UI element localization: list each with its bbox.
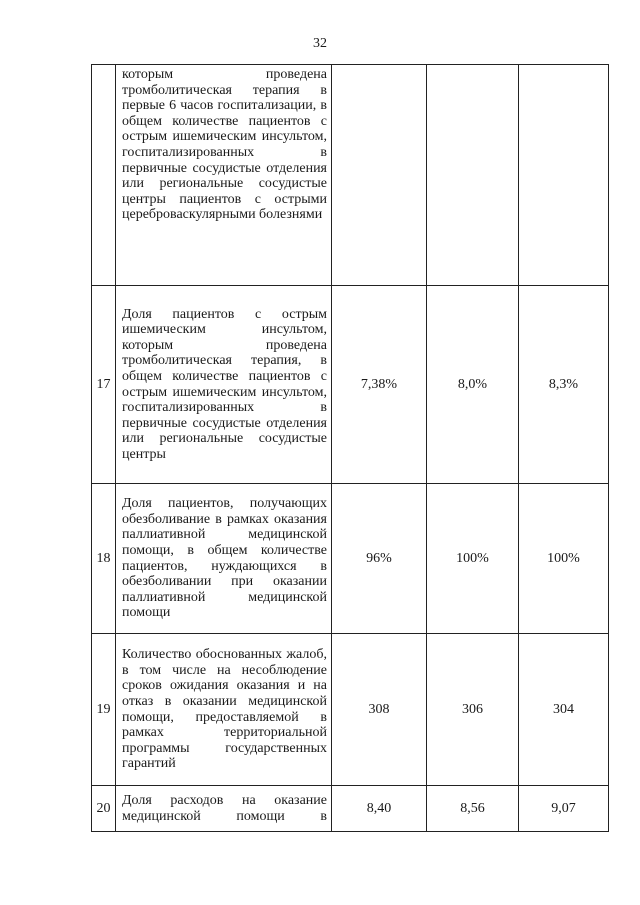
table-row [92, 634, 609, 786]
table-row [92, 65, 609, 286]
value-col-1 [332, 65, 427, 286]
indicator-name: Доля расходов на оказание медицинской помощи в [116, 786, 332, 832]
value-col-1: 308 [332, 634, 427, 786]
indicator-name: Доля пациентов, получающих обезболивание в рамках оказания паллиативной медицинской помощи, в общем количестве пациентов, нуждающихся в обезболивании при оказании паллиативной медицинской помощи [116, 484, 332, 634]
value-col-3: 9,07 [519, 786, 609, 832]
value-col-2: 8,56 [427, 786, 519, 832]
value-col-1: 8,40 [332, 786, 427, 832]
table-row [92, 286, 609, 484]
row-number: 20 [92, 786, 116, 832]
table-row [92, 484, 609, 634]
row-number: 17 [92, 286, 116, 484]
row-number: 19 [92, 634, 116, 786]
value-col-1: 7,38% [332, 286, 427, 484]
indicator-name: которым проведена тромболитическая терапия в первые 6 часов госпитализации, в общем количестве пациентов с острым ишемическим инсультом, госпитализированных в первичные сосудистые отделения или региональные сосудистые центры пациентов с острыми цереброваскулярными болезнями [116, 65, 332, 286]
value-col-3 [519, 65, 609, 286]
indicators-table [91, 64, 609, 832]
value-col-1: 96% [332, 484, 427, 634]
value-col-3: 304 [519, 634, 609, 786]
page-number: 32 [313, 36, 327, 51]
indicator-name: Доля пациентов с острым ишемическим инсультом, которым проведена тромболитическая терапия, в общем количестве пациентов с острым ишемическим инсультом, госпитализированных в первичные сосудистые отделения или региональные сосудистые центры [116, 286, 332, 484]
row-number: 18 [92, 484, 116, 634]
row-number [92, 65, 116, 286]
value-col-2: 306 [427, 634, 519, 786]
table-row [92, 786, 609, 832]
value-col-3: 8,3% [519, 286, 609, 484]
value-col-3: 100% [519, 484, 609, 634]
indicator-name: Количество обоснованных жалоб, в том числе на несоблюдение сроков ожидания оказания и на отказ в оказании медицинской помощи, предоставляемой в рамках территориальной программы государственных гарантий [116, 634, 332, 786]
value-col-2: 100% [427, 484, 519, 634]
value-col-2 [427, 65, 519, 286]
value-col-2: 8,0% [427, 286, 519, 484]
